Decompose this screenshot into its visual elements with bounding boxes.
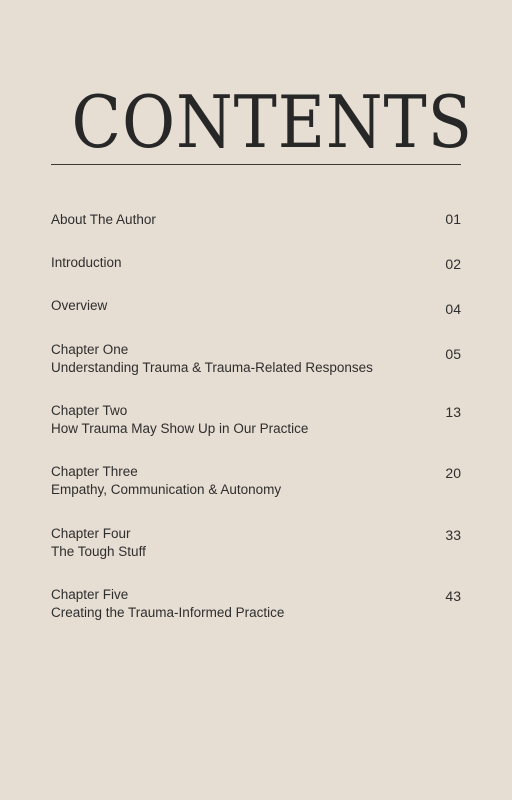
toc-entry-subtitle: Understanding Trauma & Trauma-Related Responses <box>51 360 373 375</box>
toc-entry-page-number: 05 <box>445 346 461 362</box>
toc-entry-page-number: 01 <box>445 211 461 227</box>
toc-entry-label <box>51 525 146 561</box>
toc-entry-label <box>51 463 281 499</box>
toc-entry-chapter: Chapter Three <box>51 464 138 479</box>
toc-entry-label <box>51 586 284 622</box>
toc-entry-label <box>51 341 373 377</box>
toc-entry-subtitle: Empathy, Communication & Autonomy <box>51 482 282 497</box>
toc-entry-subtitle: Creating the Trauma-Informed Practice <box>51 605 285 620</box>
title-divider <box>51 164 461 165</box>
page-title: CONTENTS <box>71 80 473 164</box>
toc-entry-label <box>51 297 107 315</box>
toc-entry-chapter: Chapter Five <box>51 587 129 602</box>
toc-entry-page-number: 33 <box>445 527 461 543</box>
toc-entry-page-number: 04 <box>445 301 461 317</box>
toc-entry-title: Introduction <box>51 255 122 270</box>
toc-entry-chapter: Chapter One <box>51 342 129 357</box>
toc-entry-subtitle: The Tough Stuff <box>51 544 146 559</box>
toc-entry-chapter: Chapter Two <box>51 403 128 418</box>
toc-entry-page-number: 13 <box>445 404 461 420</box>
toc-entry-label <box>51 254 122 272</box>
toc-entry-label <box>51 211 156 229</box>
toc-entry-chapter: Chapter Four <box>51 526 131 541</box>
toc-entry-title: About The Author <box>51 212 156 227</box>
toc-entry-subtitle: How Trauma May Show Up in Our Practice <box>51 421 309 436</box>
toc-entry-page-number: 02 <box>445 256 461 272</box>
toc-entry-title: Overview <box>51 298 108 313</box>
toc-entry-label <box>51 402 308 438</box>
toc-entry-page-number: 20 <box>445 465 461 481</box>
toc-entry-page-number: 43 <box>445 588 461 604</box>
